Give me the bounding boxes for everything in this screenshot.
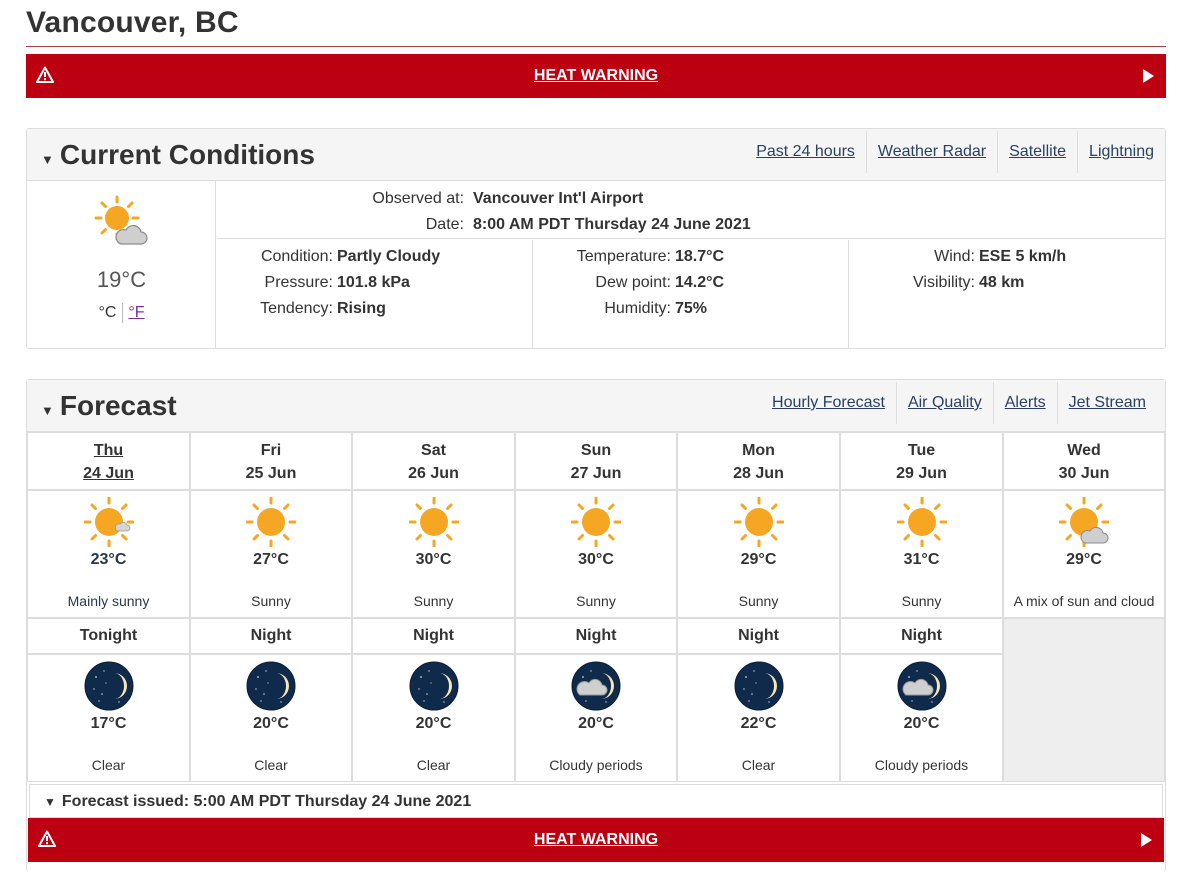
forecast-day-date: 28 Jun [733,465,784,482]
forecast-day-summary: Sunny [901,593,942,609]
forecast-night-name: Night [901,627,942,644]
caret-down-icon: ▼ [41,402,54,418]
forecast-issued-text: Forecast issued: 5:00 AM PDT Thursday 24 June 2021 [61,793,472,810]
tendency-row [217,300,386,318]
observation-info [217,181,1165,239]
forecast-day-cell [840,490,1003,618]
caret-down-icon: ▼ [44,795,56,809]
moon-icon [734,661,784,711]
forecast-night-cell [515,654,677,782]
current-conditions-heading: Current Conditions [59,139,315,170]
forecast-night-temperature: 20°C [415,715,452,732]
forecast-toggle[interactable] [41,390,177,422]
forecast-night-temperature: 20°C [903,715,940,732]
expand-arrow-icon[interactable] [1141,833,1152,847]
forecast-day-header [1003,432,1165,490]
forecast-day-summary: A mix of sun and cloud [1013,593,1155,609]
condition-row [217,248,440,266]
forecast-panel [26,379,1166,872]
forecast-night-name: Night [413,627,454,644]
details-column-1 [217,240,532,348]
forecast-empty-cell [1003,618,1165,782]
forecast-night-summary: Clear [254,757,288,773]
page-title: Vancouver, BC [26,6,239,39]
current-conditions-header [27,129,1165,181]
temperature-row [533,248,724,266]
forecast-day-date: 30 Jun [1058,465,1110,482]
moon-icon [84,661,134,711]
forecast-day-cell [515,490,677,618]
link-alerts[interactable]: Alerts [993,382,1057,424]
temperature-label: Temperature: [576,248,671,265]
forecast-night-header [840,618,1003,654]
link-weather-radar[interactable]: Weather Radar [866,131,997,173]
tendency-value: Rising [337,300,386,317]
forecast-night-header [677,618,840,654]
forecast-night-header [190,618,352,654]
forecast-day-summary: Sunny [738,593,779,609]
moon-cloud-icon [897,661,947,711]
forecast-night-cell [677,654,840,782]
forecast-night-summary: Cloudy periods [874,757,969,773]
sun-cloud-icon [94,195,148,249]
unit-toggle [27,303,216,323]
dew-point-value: 14.2°C [675,274,725,291]
moon-cloud-icon [571,661,621,711]
forecast-day-name: Tue [907,442,936,459]
humidity-row [533,300,707,318]
wind-row [849,248,1066,266]
details-column-2 [532,240,848,348]
forecast-day-cell [352,490,515,618]
forecast-day-temperature: 29°C [740,551,777,568]
forecast-heading: Forecast [59,390,177,421]
link-air-quality[interactable]: Air Quality [896,382,993,424]
condition-label: Condition: [260,248,333,265]
forecast-day-date: 26 Jun [408,465,459,482]
forecast-night-cell [840,654,1003,782]
forecast-night-name: Night [575,627,617,644]
sun-icon [571,497,621,547]
forecast-issued-toggle[interactable] [29,784,1163,818]
date-label: Date: [425,216,464,233]
forecast-night-cell [352,654,515,782]
wind-label: Wind: [934,248,975,265]
link-lightning[interactable]: Lightning [1077,131,1165,173]
forecast-day-temperature: 29°C [1066,551,1102,568]
link-hourly-forecast[interactable]: Hourly Forecast [772,394,885,411]
forecast-night-header [515,618,677,654]
forecast-night-summary: Clear [416,757,451,773]
humidity-value: 75% [675,300,708,317]
forecast-night-header [27,618,190,654]
link-jet-stream[interactable]: Jet Stream [1057,382,1157,424]
forecast-day-header [677,432,840,490]
forecast-day-cell [190,490,352,618]
details-column-3 [848,240,1165,348]
forecast-day-date: 29 Jun [896,465,947,482]
observed-at-row [217,190,643,208]
forecast-day-name[interactable]: Thu [93,442,124,459]
forecast-day-name: Wed [1067,442,1101,459]
expand-arrow-icon[interactable] [1143,69,1154,83]
forecast-day-summary: Sunny [413,593,454,609]
moon-icon [409,661,459,711]
visibility-row [849,274,1024,292]
forecast-day-header [352,432,515,490]
link-past-24-hours[interactable]: Past 24 hours [756,143,855,160]
forecast-day-header [515,432,677,490]
pressure-row [217,274,410,292]
forecast-day-date: 25 Jun [245,465,297,482]
forecast-day-temperature: 23°C [90,551,127,568]
forecast-night-temperature: 20°C [253,715,289,732]
current-conditions-toggle[interactable] [41,139,315,171]
warning-triangle-icon [38,830,56,848]
forecast-night-cell [190,654,352,782]
forecast-night-header [352,618,515,654]
forecast-day-temperature: 31°C [903,551,940,568]
sun-icon [246,497,296,547]
condition-value: Partly Cloudy [337,248,441,265]
heat-warning-banner-bottom[interactable] [28,818,1164,862]
forecast-day-name: Mon [742,442,775,459]
current-summary [27,181,216,348]
forecast-day-name: Fri [260,442,282,459]
moon-icon [246,661,296,711]
current-conditions-links [745,129,1165,181]
heat-warning-link[interactable]: HEAT WARNING [533,67,659,84]
title-divider [26,46,1166,47]
forecast-day-cell [1003,490,1165,618]
visibility-value: 48 km [979,274,1025,291]
dew-point-label: Dew point: [595,274,671,291]
forecast-day-name: Sun [580,442,612,459]
current-temperature: 19°C [96,267,147,292]
forecast-night-summary: Cloudy periods [549,757,643,773]
forecast-night-name: Night [738,627,779,644]
unit-fahrenheit-link[interactable]: °F [128,304,145,321]
pressure-label: Pressure: [264,274,333,291]
unit-celsius: °C [98,304,117,321]
humidity-label: Humidity: [604,300,671,317]
sun-icon [409,497,459,547]
pressure-value: 101.8 kPa [337,274,410,291]
forecast-night-summary: Clear [91,757,126,773]
warning-triangle-icon [36,66,54,84]
forecast-day-summary: Sunny [576,593,616,609]
forecast-day-summary: Sunny [251,593,291,609]
forecast-day-cell [677,490,840,618]
observed-at-label: Observed at: [372,190,464,207]
temperature-value: 18.7°C [675,248,725,265]
forecast-day-header[interactable] [27,432,190,490]
forecast-night-cell [27,654,190,782]
forecast-day-header [190,432,352,490]
forecast-night-name: Tonight [79,627,138,644]
current-conditions-panel [26,128,1166,349]
forecast-night-temperature: 17°C [90,715,127,732]
visibility-label: Visibility: [913,274,975,291]
heat-warning-link[interactable]: HEAT WARNING [533,831,659,848]
forecast-day-name: Sat [421,442,446,459]
forecast-day-temperature: 30°C [578,551,614,568]
sun-small-cloud-icon [84,497,134,547]
observation-details [217,240,1165,348]
forecast-day-cell [27,490,190,618]
wind-value: ESE 5 km/h [979,248,1067,265]
date-value: 8:00 AM PDT Thursday 24 June 2021 [473,216,751,233]
forecast-day-summary: Mainly sunny [67,593,150,609]
sun-cloud-icon [1059,497,1109,547]
forecast-day-date[interactable]: 24 Jun [83,465,134,482]
observed-at-value: Vancouver Int'l Airport [473,190,644,207]
forecast-night-name: Night [250,627,292,644]
link-satellite[interactable]: Satellite [997,131,1077,173]
forecast-night-temperature: 22°C [740,715,777,732]
forecast-day-temperature: 27°C [253,551,289,568]
forecast-night-temperature: 20°C [578,715,614,732]
forecast-day-date: 27 Jun [570,465,622,482]
forecast-night-summary: Clear [741,757,776,773]
forecast-day-header [840,432,1003,490]
date-row [217,216,751,234]
unit-separator [122,303,123,323]
tendency-label: Tendency: [260,300,333,317]
forecast-day-temperature: 30°C [415,551,452,568]
dew-point-row [533,274,724,292]
forecast-links [761,380,1157,432]
sun-icon [734,497,784,547]
heat-warning-banner[interactable] [26,54,1166,98]
forecast-header [27,380,1165,432]
caret-down-icon: ▼ [41,151,54,167]
sun-icon [897,497,947,547]
